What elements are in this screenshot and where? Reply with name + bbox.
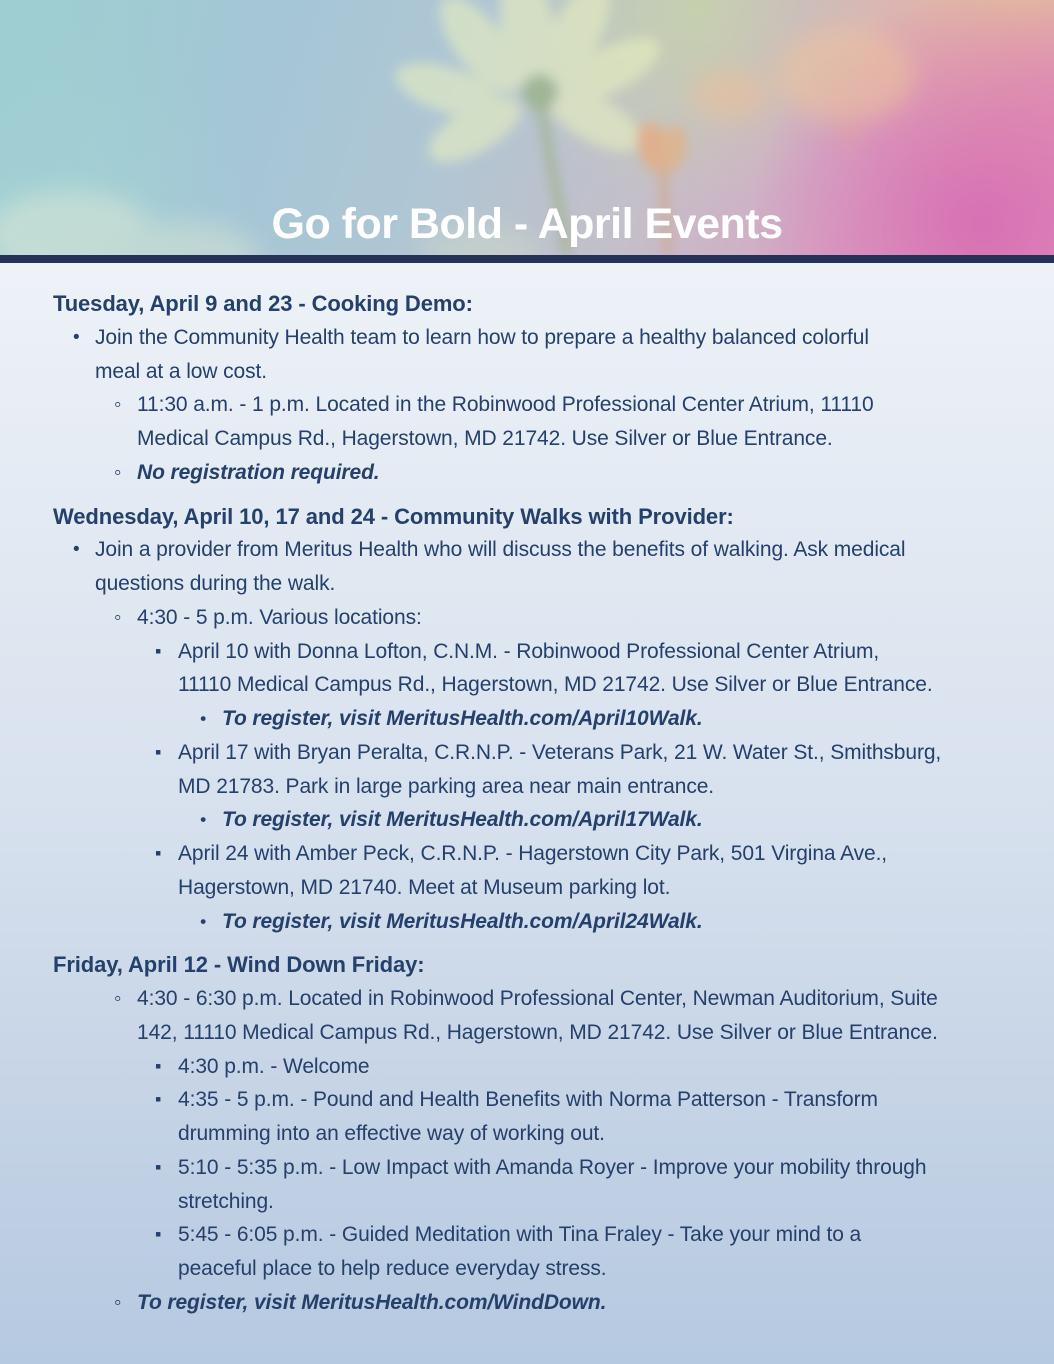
page-title: Go for Bold - April Events [271,200,783,248]
circle-bullet-icon: ◦ [114,605,122,629]
list-item [0,1286,1054,1320]
square-bullet-icon: ▪ [155,640,162,661]
list-item-text: drumming into an effective way of working out. [178,1122,605,1145]
square-bullet-icon: ▪ [155,1224,162,1245]
list-item-text: meal at a low cost. [95,359,268,383]
square-bullet-icon: ▪ [155,1156,162,1177]
list-item-text: MD 21783. Park in large parking area near main entrance. [178,774,715,798]
list-item-text: April 10 with Donna Lofton, C.N.M. - Robinwood Professional Center Atrium, [178,639,880,663]
list-item [0,1151,1054,1219]
list-item-text: To register, visit MeritusHealth.com/April24Walk. [222,909,703,933]
section-heading: Wednesday, April 10, 17 and 24 - Community Walks with Provider: [53,503,734,529]
list-item [0,837,1054,905]
section-cooking-demo [0,287,1054,490]
list-item [0,321,1054,389]
divider-rule [0,255,1054,263]
peach-flowers-icon [690,27,915,150]
list-item [0,1050,1054,1084]
events-content [0,263,1054,1364]
list-item-text: To register, visit MeritusHealth.com/WindDown. [137,1290,607,1314]
list-item-text: 5:45 - 6:05 p.m. - Guided Meditation with Tina Fraley - Take your mind to a [178,1223,862,1247]
header-banner [0,0,1054,255]
list-item [0,982,1054,1050]
list-item-text: To register, visit MeritusHealth.com/April17Walk. [222,808,703,832]
list-item [0,388,1054,456]
list-item [0,1083,1054,1151]
square-bullet-icon: ▪ [155,1089,162,1110]
list-item-text: To register, visit MeritusHealth.com/April10Walk. [222,707,703,730]
list-item-text: 11:30 a.m. - 1 p.m. Located in the Robinwood Professional Center Atrium, 11110 [137,393,874,417]
list-item [0,702,1054,736]
square-bullet-icon: ▪ [155,741,162,762]
disc-bullet-icon: • [200,709,206,728]
list-item-text: stretching. [178,1189,274,1213]
circle-bullet-icon: ◦ [114,1290,122,1314]
circle-bullet-icon: ◦ [114,393,122,417]
list-item-text: April 17 with Bryan Peralta, C.R.N.P. - Veterans Park, 21 W. Water St., Smithsburg, [178,740,942,764]
list-item-text: 4:30 - 6:30 p.m. Located in Robinwood Professional Center, Newman Auditorium, Suite [137,987,938,1010]
square-bullet-icon: ▪ [155,843,162,863]
list-item-text: April 24 with Amber Peck, C.R.N.P. - Hagerstown City Park, 501 Virgina Ave., [178,842,888,865]
list-item-text: Medical Campus Rd., Hagerstown, MD 21742. Use Silver or Blue Entrance. [137,427,833,450]
list-item-text: Hagerstown, MD 21740. Meet at Museum parking lot. [178,875,671,899]
list-item-text: 142, 11110 Medical Campus Rd., Hagerstown, MD 21742. Use Silver or Blue Entrance. [137,1020,938,1044]
list-item-text: Join the Community Health team to learn how to prepare a healthy balanced colorful [95,325,869,349]
list-item [0,905,1054,939]
list-item-text: 4:30 - 5 p.m. Various locations: [137,605,422,629]
circle-bullet-icon: ◦ [114,460,122,484]
disc-bullet-icon: • [200,911,206,931]
list-item-text: peaceful place to help reduce everyday stress. [178,1257,607,1280]
section-heading: Friday, April 12 - Wind Down Friday: [53,952,425,978]
list-item-text: questions during the walk. [95,572,336,595]
disc-bullet-icon: • [73,326,80,348]
circle-bullet-icon: ◦ [114,987,122,1010]
list-item-text: Join a provider from Meritus Health who will discuss the benefits of walking. Ask medical [95,538,906,562]
disc-bullet-icon: • [200,810,206,830]
section-heading: Tuesday, April 9 and 23 - Cooking Demo: [53,291,473,316]
list-item-text: No registration required. [137,460,380,484]
section-community-walks [0,500,1054,939]
list-item-text: 5:10 - 5:35 p.m. - Low Impact with Amanda Royer - Improve your mobility through [178,1155,927,1179]
list-item-text: 4:30 p.m. - Welcome [178,1054,370,1078]
list-item [0,533,1054,601]
section-wind-down-friday [0,948,1054,1319]
list-item-text: 11110 Medical Campus Rd., Hagerstown, MD 21742. Use Silver or Blue Entrance. [178,673,933,697]
square-bullet-icon: ▪ [155,1055,162,1076]
list-item [0,803,1054,837]
list-item [0,456,1054,490]
list-item [0,736,1054,804]
disc-bullet-icon: • [73,539,80,561]
list-item [0,1218,1054,1286]
list-item-text: 4:35 - 5 p.m. - Pound and Health Benefits with Norma Patterson - Transform [178,1088,878,1112]
list-item [0,601,1054,635]
list-item [0,635,1054,703]
